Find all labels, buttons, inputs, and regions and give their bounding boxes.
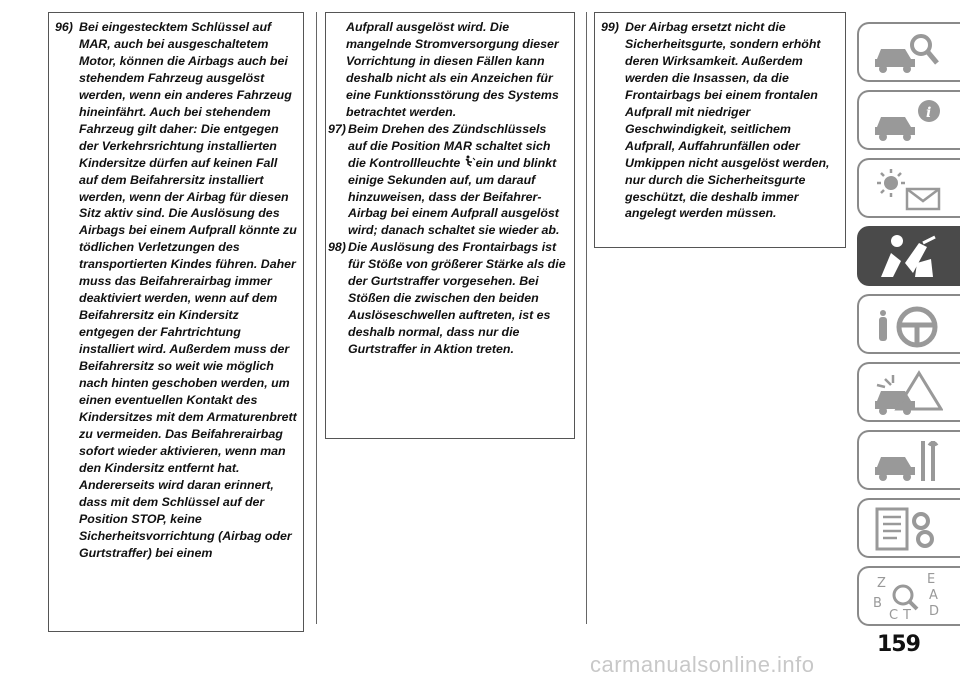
note-text: Bei eingestecktem Schlüssel auf MAR, auch bei ausgeschaltetem Motor, können die Airbags auch bei stehendem Fahrzeug ausgelöst werden, wenn ein anderes Fahrzeug hineinfährt. Auch bei stehendem Fahrzeug gilt daher: Die entgegen der Verkehrsrichtung installierten Kindersitze dürfen auf keinen Fall auf dem Beifahrersitz installiert werden, wenn der Airbag für diesen Sitz aktiv sind. Die Auslösung des Airbags bei einem Aufprall könnte zu tödlichen Verletzungen des transportierten Kindes führen. Daher muss das Beifahrerairbag immer deaktiviert werden, wenn auf dem Beifahrersitz ein Kindersitz entgegen der Fahrtrichtung installiert wird. Außerdem muss der Beifahrersitz so weit wie möglich nach hinten geschoben werden, um einen eventuellen Kontakt des Kindersitzes mit dem Armaturenbrett zu vermeiden. Das Beifahrerairbag sofort wieder aktivieren, wenn man den Kindersitz entfernt hat. Andererseits wird daran erinnert, dass mit dem Schlüssel auf der Position STOP, keine Sicherheitsvorrichtung (Airbag oder Gurtstraffer) bei einem (79, 20, 297, 560)
column-divider (316, 12, 317, 624)
index-letter: D (929, 604, 940, 619)
tab-dashboard[interactable] (857, 22, 960, 82)
page-number: 159 (877, 632, 920, 657)
index-letter: B (873, 596, 882, 611)
spec-sheet-gear-icon (871, 505, 943, 553)
note-number: 98) (328, 240, 346, 255)
car-emergency-icon (871, 369, 943, 417)
tab-warning-lights[interactable] (857, 158, 960, 218)
tab-index[interactable] (857, 566, 960, 626)
alphabet-index-icon (871, 573, 943, 621)
tab-emergency[interactable] (857, 362, 960, 422)
note-box-left (48, 12, 304, 632)
note-box-right (594, 12, 846, 248)
airbag-seat-icon (871, 233, 943, 281)
car-search-icon (871, 29, 943, 77)
index-letter: C (889, 608, 899, 621)
note-97 (328, 121, 568, 240)
tab-safety[interactable] (857, 226, 960, 286)
airbag-off-warning-icon (464, 156, 476, 170)
svg-text:i: i (926, 105, 932, 121)
index-letter: A (929, 588, 938, 603)
column-divider (586, 12, 587, 624)
index-letter: T (903, 608, 911, 621)
note-text: Die Auslösung des Frontairbags ist für Stöße von größerer Stärke als die der Gurtstraffer vorgesehen. Bei Stößen die zwischen den beiden Auslöseschwellen auftreten, ist es deshalb normal, dass nur die Gurtstraffer in Aktion treten. (348, 240, 566, 357)
note-96-continuation: Aufprall ausgelöst wird. Die mangelnde Stromversorgung dieser Vorrichtung in diesen Fällen kann deshalb nicht als ein Anzeichen für eine Funktionsstörung des Systems betrachtet werden. (346, 20, 559, 119)
warning-light-mail-icon (871, 165, 943, 213)
index-letter: Z (877, 576, 886, 591)
tab-starting-driving[interactable] (857, 294, 960, 354)
note-96 (55, 19, 297, 562)
note-number: 99) (601, 20, 619, 34)
key-steering-wheel-icon (871, 301, 943, 349)
note-text: Der Airbag ersetzt nicht die Sicherheitsgurte, sondern erhöht deren Wirksamkeit. Außerdem werden die Insassen, da die Frontairbags bei einem frontalen Aufprall mit niedriger Geschwindigkeit, seitlichem Aufprall, Auffahrunfällen oder Umkippen nicht ausgelöst werden, nur durch die Sicherheitsgurte geschützt, die deshalb immer angelegt werden müssen. (625, 20, 830, 221)
index-letter: E (927, 573, 936, 587)
chapter-tabs (857, 22, 960, 634)
car-info-icon (871, 97, 943, 145)
note-number: 97) (328, 121, 346, 136)
note-box-middle (325, 12, 575, 439)
note-text: ein und blinkt einige Sekunden auf, um darauf hinzuweisen, dass der Beifahrer-Airbag bei einem Aufprall ausgelöst wird; danach schaltet sie wieder ab. (348, 155, 560, 238)
note-98 (328, 239, 568, 358)
watermark: carmanualsonline.info (590, 652, 815, 677)
tab-maintenance[interactable] (857, 430, 960, 490)
tab-getting-to-know[interactable] (857, 90, 960, 150)
note-99 (601, 19, 839, 222)
note-number: 96) (55, 20, 73, 34)
car-tools-icon (871, 437, 943, 485)
tab-technical-data[interactable] (857, 498, 960, 558)
note-text: Beim Drehen des Zündschlüssels auf die Position MAR schaltet sich die Kontrollleuchte (348, 121, 551, 170)
